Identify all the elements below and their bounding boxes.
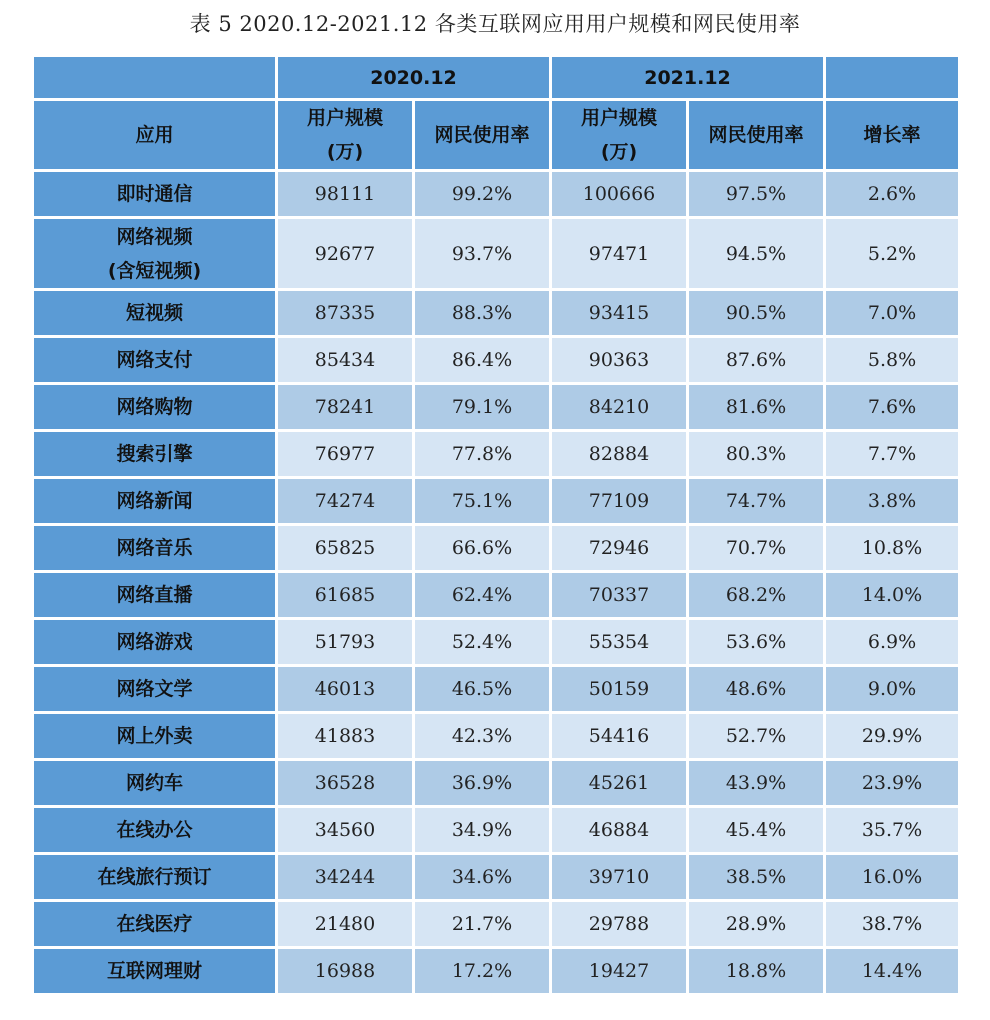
cell-rate-2020: 34.9% — [415, 808, 549, 852]
table-row — [34, 432, 958, 476]
row-app-name — [34, 855, 275, 899]
cell-rate-2020: 99.2% — [415, 172, 549, 216]
cell-users-2021: 100666 — [552, 172, 686, 216]
cell-growth: 7.6% — [826, 385, 958, 429]
row-app-label: 网络新闻 — [116, 490, 193, 512]
cell-rate-2020: 46.5% — [415, 667, 549, 711]
cell-rate-2020: 17.2% — [415, 949, 549, 993]
cell-rate-2021: 38.5% — [689, 855, 823, 899]
row-app-label: 网络音乐 — [116, 537, 193, 559]
cell-growth: 6.9% — [826, 620, 958, 664]
header-users-2020 — [278, 101, 412, 169]
row-app-label: 即时通信 — [116, 183, 193, 205]
cell-users-2020: 98111 — [278, 172, 412, 216]
cell-users-2020: 78241 — [278, 385, 412, 429]
cell-growth: 9.0% — [826, 667, 958, 711]
cell-growth: 7.7% — [826, 432, 958, 476]
header-blank — [34, 57, 275, 98]
table-row — [34, 385, 958, 429]
table-row — [34, 291, 958, 335]
cell-rate-2021: 90.5% — [689, 291, 823, 335]
row-app-label: 互联网理财 — [106, 960, 202, 982]
cell-rate-2021: 52.7% — [689, 714, 823, 758]
table-row — [34, 808, 958, 852]
table-row — [34, 855, 958, 899]
cell-users-2020: 65825 — [278, 526, 412, 570]
row-app-label: 网络游戏 — [116, 631, 193, 653]
cell-growth: 14.4% — [826, 949, 958, 993]
row-app-label: 网上外卖 — [116, 725, 193, 747]
table-row — [34, 620, 958, 664]
cell-rate-2021: 28.9% — [689, 902, 823, 946]
cell-rate-2020: 21.7% — [415, 902, 549, 946]
header-year-2021: 2021.12 — [552, 57, 823, 98]
row-app-name — [34, 219, 275, 288]
cell-users-2020: 74274 — [278, 479, 412, 523]
cell-rate-2021: 53.6% — [689, 620, 823, 664]
header-rate-2020: 网民使用率 — [415, 101, 549, 169]
cell-users-2021: 84210 — [552, 385, 686, 429]
header-users-2020-unit: (万) — [326, 141, 364, 163]
cell-users-2021: 19427 — [552, 949, 686, 993]
cell-users-2020: 61685 — [278, 573, 412, 617]
cell-users-2021: 70337 — [552, 573, 686, 617]
cell-users-2021: 90363 — [552, 338, 686, 382]
cell-users-2020: 76977 — [278, 432, 412, 476]
row-app-name — [34, 479, 275, 523]
cell-users-2020: 16988 — [278, 949, 412, 993]
cell-users-2020: 21480 — [278, 902, 412, 946]
row-app-label: 网络购物 — [116, 396, 193, 418]
cell-rate-2021: 81.6% — [689, 385, 823, 429]
cell-rate-2020: 52.4% — [415, 620, 549, 664]
table-row — [34, 573, 958, 617]
cell-growth: 3.8% — [826, 479, 958, 523]
cell-users-2021: 93415 — [552, 291, 686, 335]
cell-rate-2021: 43.9% — [689, 761, 823, 805]
cell-rate-2020: 86.4% — [415, 338, 549, 382]
row-app-label: 网络直播 — [116, 584, 193, 606]
table-body — [34, 172, 958, 993]
cell-users-2021: 29788 — [552, 902, 686, 946]
row-app-name — [34, 291, 275, 335]
cell-growth: 14.0% — [826, 573, 958, 617]
row-app-name — [34, 620, 275, 664]
header-growth: 增长率 — [826, 101, 958, 169]
cell-growth: 29.9% — [826, 714, 958, 758]
row-app-label: 短视频 — [125, 302, 183, 324]
cell-rate-2020: 93.7% — [415, 219, 549, 288]
table-row — [34, 714, 958, 758]
cell-rate-2021: 87.6% — [689, 338, 823, 382]
header-year-2020: 2020.12 — [278, 57, 549, 98]
table-row — [34, 761, 958, 805]
row-app-sublabel: (含短视频) — [107, 259, 202, 282]
row-app-name — [34, 761, 275, 805]
cell-users-2020: 36528 — [278, 761, 412, 805]
cell-users-2020: 85434 — [278, 338, 412, 382]
cell-rate-2021: 18.8% — [689, 949, 823, 993]
cell-rate-2021: 80.3% — [689, 432, 823, 476]
cell-growth: 5.2% — [826, 219, 958, 288]
header-users-2021 — [552, 101, 686, 169]
table-row — [34, 667, 958, 711]
header-app: 应用 — [34, 101, 275, 169]
row-app-label: 搜索引擎 — [116, 443, 193, 465]
cell-users-2020: 41883 — [278, 714, 412, 758]
table-row — [34, 949, 958, 993]
cell-rate-2021: 45.4% — [689, 808, 823, 852]
cell-growth: 38.7% — [826, 902, 958, 946]
cell-users-2021: 54416 — [552, 714, 686, 758]
row-app-name — [34, 667, 275, 711]
cell-rate-2021: 48.6% — [689, 667, 823, 711]
cell-growth: 35.7% — [826, 808, 958, 852]
row-app-label: 网约车 — [125, 772, 183, 794]
data-table — [31, 54, 961, 996]
table-row — [34, 338, 958, 382]
cell-growth: 5.8% — [826, 338, 958, 382]
cell-growth: 16.0% — [826, 855, 958, 899]
cell-rate-2021: 94.5% — [689, 219, 823, 288]
row-app-name — [34, 902, 275, 946]
cell-rate-2020: 42.3% — [415, 714, 549, 758]
cell-rate-2020: 66.6% — [415, 526, 549, 570]
table-row — [34, 902, 958, 946]
cell-growth: 23.9% — [826, 761, 958, 805]
table-row — [34, 219, 958, 288]
row-app-name — [34, 526, 275, 570]
cell-growth: 10.8% — [826, 526, 958, 570]
row-app-label: 在线旅行预订 — [97, 866, 212, 888]
cell-rate-2021: 68.2% — [689, 573, 823, 617]
cell-rate-2020: 77.8% — [415, 432, 549, 476]
table-caption: 表 5 2020.12-2021.12 各类互联网应用用户规模和网民使用率 — [189, 12, 801, 36]
row-app-name — [34, 808, 275, 852]
cell-users-2021: 39710 — [552, 855, 686, 899]
cell-growth: 7.0% — [826, 291, 958, 335]
cell-users-2021: 46884 — [552, 808, 686, 852]
cell-rate-2020: 62.4% — [415, 573, 549, 617]
cell-rate-2020: 75.1% — [415, 479, 549, 523]
row-app-name — [34, 338, 275, 382]
cell-users-2021: 45261 — [552, 761, 686, 805]
header-users-2021-label: 用户规模 — [580, 107, 657, 129]
cell-users-2021: 55354 — [552, 620, 686, 664]
cell-users-2021: 97471 — [552, 219, 686, 288]
cell-rate-2021: 74.7% — [689, 479, 823, 523]
cell-rate-2021: 70.7% — [689, 526, 823, 570]
row-app-name — [34, 172, 275, 216]
cell-users-2020: 34244 — [278, 855, 412, 899]
cell-users-2021: 82884 — [552, 432, 686, 476]
row-app-label: 在线医疗 — [116, 913, 193, 935]
cell-rate-2020: 88.3% — [415, 291, 549, 335]
header-rate-2021: 网民使用率 — [689, 101, 823, 169]
row-app-name — [34, 573, 275, 617]
table-row — [34, 526, 958, 570]
row-app-label: 网络支付 — [116, 349, 193, 371]
cell-growth: 2.6% — [826, 172, 958, 216]
cell-users-2021: 77109 — [552, 479, 686, 523]
row-app-label: 网络视频 — [116, 225, 193, 248]
cell-users-2020: 34560 — [278, 808, 412, 852]
cell-users-2020: 92677 — [278, 219, 412, 288]
cell-rate-2020: 36.9% — [415, 761, 549, 805]
cell-users-2020: 87335 — [278, 291, 412, 335]
cell-users-2021: 72946 — [552, 526, 686, 570]
header-blank-right — [826, 57, 958, 98]
row-app-name — [34, 714, 275, 758]
header-users-2021-unit: (万) — [600, 141, 638, 163]
row-app-name — [34, 432, 275, 476]
row-app-name — [34, 949, 275, 993]
header-users-2020-label: 用户规模 — [306, 107, 383, 129]
cell-rate-2021: 97.5% — [689, 172, 823, 216]
cell-rate-2020: 79.1% — [415, 385, 549, 429]
cell-users-2020: 51793 — [278, 620, 412, 664]
table-row — [34, 479, 958, 523]
cell-rate-2020: 34.6% — [415, 855, 549, 899]
row-app-label: 网络文学 — [116, 678, 193, 700]
table-row — [34, 172, 958, 216]
cell-users-2020: 46013 — [278, 667, 412, 711]
row-app-name — [34, 385, 275, 429]
cell-users-2021: 50159 — [552, 667, 686, 711]
row-app-label: 在线办公 — [116, 819, 193, 841]
